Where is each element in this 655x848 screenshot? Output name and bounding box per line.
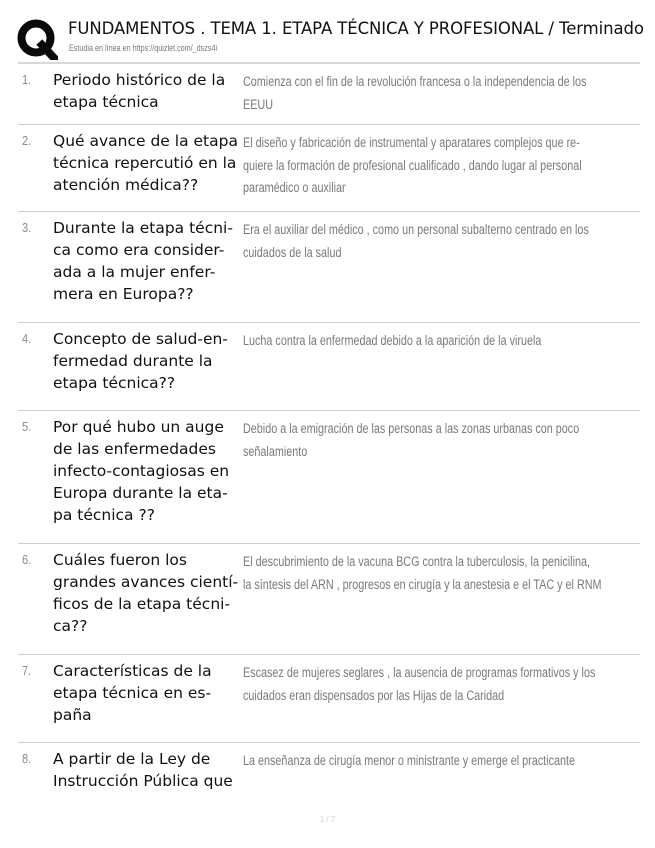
term-line: etapa técnica?? <box>53 374 176 392</box>
card-definition <box>243 750 655 773</box>
definition-line: la síntesis del ARN , progresos en cirugía y la anestesia e el TAC y el RNM <box>243 576 602 592</box>
document-title: FUNDAMENTOS . TEMA 1. ETAPA TÉCNICA Y PROFESIONAL / Terminado <box>68 19 644 38</box>
flashcard-list <box>18 62 640 802</box>
term-line: ca?? <box>53 617 88 635</box>
definition-line: EEUU <box>243 96 274 112</box>
card-term <box>53 748 243 792</box>
term-line: Características de la <box>53 662 212 680</box>
card-definition <box>243 330 655 353</box>
term-line: Instrucción Pública que <box>53 772 233 790</box>
card-term <box>53 660 243 726</box>
definition-line: cuidados de la salud <box>243 244 342 260</box>
card-term <box>53 217 243 305</box>
term-line: infecto-contagiosas en <box>53 462 230 480</box>
definition-line: Lucha contra la enfermedad debido a la aparición de la viruela <box>243 333 542 348</box>
flashcard-row <box>18 742 640 802</box>
card-number: 2. <box>22 133 32 148</box>
header <box>16 16 644 62</box>
definition-line: cuidados eran dispensados por las Hijas de la Caridad <box>243 687 505 703</box>
flashcard-row <box>18 654 640 742</box>
term-line: mera en Europa?? <box>53 285 194 303</box>
card-term <box>53 328 243 394</box>
definition-line: Era el auxiliar del médico , como un personal subalterno centrado en los <box>243 222 589 237</box>
definition-line: Debido a la emigración de las personas a las zonas urbanas con poco <box>243 421 580 436</box>
flashcard-row <box>18 543 640 654</box>
definition-line: señalamiento <box>243 443 308 459</box>
term-line: fermedad durante la <box>53 352 213 370</box>
flashcard-row <box>18 124 640 211</box>
card-number: 4. <box>22 331 32 346</box>
card-definition <box>243 662 655 707</box>
definition-line: El descubrimiento de la vacuna BCG contra la tuberculosis, la penicilina, <box>243 554 590 569</box>
card-term <box>53 416 243 526</box>
term-line: ca como era consider- <box>53 241 225 259</box>
term-line: ficos de la etapa técni- <box>53 595 231 613</box>
card-number: 5. <box>22 419 32 434</box>
card-definition <box>243 551 655 596</box>
card-number: 1. <box>22 72 32 87</box>
term-line: Concepto de salud-en- <box>53 330 228 348</box>
study-link-text[interactable]: Estudia en línea en https://quizlet.com/_dszs4i <box>69 43 218 53</box>
quizlet-logo-icon <box>16 18 58 60</box>
card-definition <box>243 219 655 264</box>
card-term <box>53 549 243 637</box>
term-line: Por qué hubo un auge <box>53 418 224 436</box>
term-line: ada a la mujer enfer- <box>53 263 216 281</box>
definition-line: quiere la formación de profesional cualificado , dando lugar al personal <box>243 157 582 173</box>
definition-line: La enseñanza de cirugía menor o ministrante y emerge el practicante <box>243 753 575 768</box>
term-line: Cuáles fueron los <box>53 551 187 569</box>
card-definition <box>243 418 655 463</box>
card-number: 8. <box>22 751 32 766</box>
card-number: 6. <box>22 552 32 567</box>
term-line: de las enfermedades <box>53 440 216 458</box>
definition-line: Comienza con el fin de la revolución francesa o la independencia de los <box>243 74 587 89</box>
card-number: 3. <box>22 220 32 235</box>
term-line: paña <box>53 706 92 724</box>
term-line: grandes avances cientí- <box>53 573 239 591</box>
term-line: pa técnica ?? <box>53 506 155 524</box>
flashcard-row <box>18 322 640 410</box>
definition-line: El diseño y fabricación de instrumental y aparatares complejos que re- <box>243 135 580 150</box>
term-line: Europa durante la eta- <box>53 484 228 502</box>
term-line: A partir de la Ley de <box>53 750 211 768</box>
flashcard-row <box>18 62 640 124</box>
card-definition <box>243 132 655 200</box>
card-number: 7. <box>22 663 32 678</box>
flashcard-row <box>18 410 640 543</box>
page-number: 1 / 7 <box>319 815 336 824</box>
term-line: etapa técnica en es- <box>53 684 212 702</box>
flashcard-row <box>18 211 640 322</box>
definition-line: Escasez de mujeres seglares , la ausencia de programas formativos y los <box>243 665 596 680</box>
term-line: Durante la etapa técni- <box>53 219 233 237</box>
card-term: Periodo histórico de la etapa técnica <box>53 71 226 111</box>
card-definition <box>243 71 655 116</box>
definition-line: paramédico o auxiliar <box>243 180 346 195</box>
card-term: Qué avance de la etapa técnica repercutió en la atención médica?? <box>53 132 238 194</box>
